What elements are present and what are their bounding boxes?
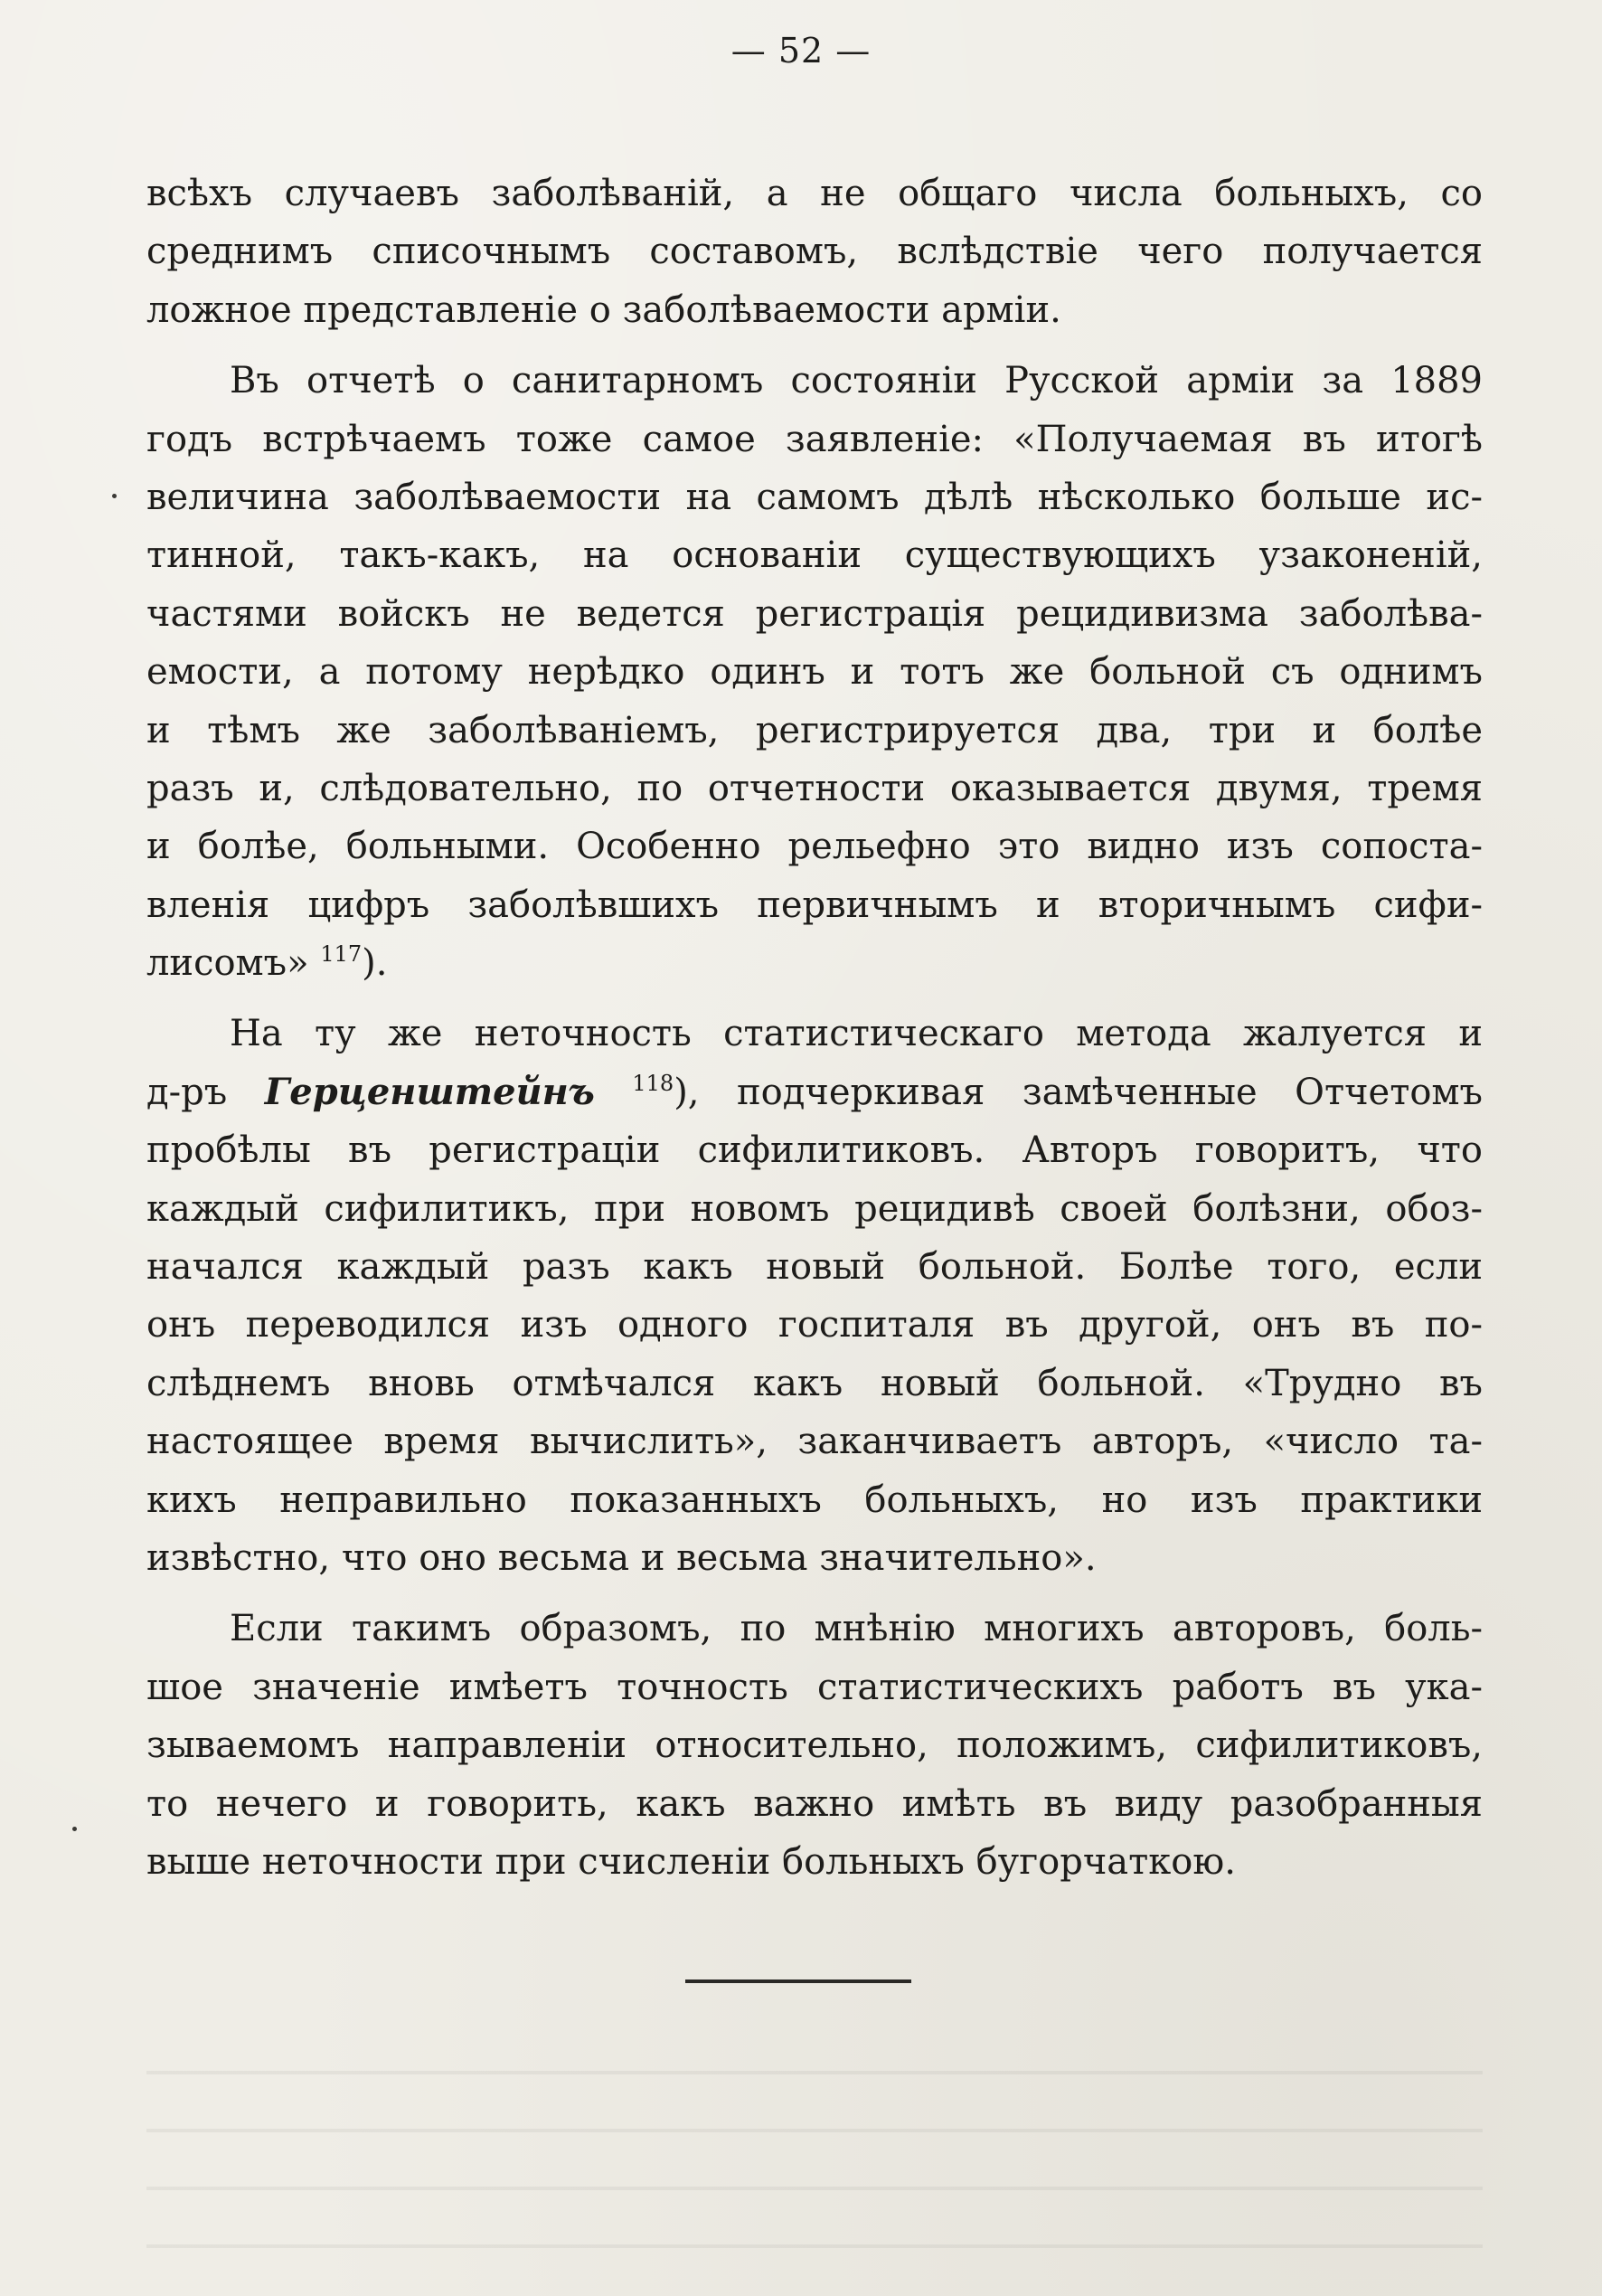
text-line: то нечего и говорить, какъ важно имѣть въ виду разобранныя [146,1782,1483,1825]
text-fragment: подчеркивая замѣченные Отчетомъ [737,1071,1483,1113]
text-line: зываемомъ направленіи относительно, положимъ, сифилитиковъ, [146,1724,1483,1767]
text-line: каждый сифилитикъ, при новомъ рецидивѣ своей болѣзни, обоз- [146,1187,1483,1230]
text-line: настоящее время вычислить», заканчиваетъ авторъ, «число та- [146,1421,1483,1463]
text-line: Въ отчетѣ о санитарномъ состояніи Русской арміи за 1889 [230,360,1483,402]
text-line: кихъ неправильно показанныхъ больныхъ, но изъ практики [146,1479,1483,1521]
text-line: извѣстно, что оно весьма и весьма значительно». [146,1536,1097,1579]
text-line: слѣднемъ вновь отмѣчался какъ новый больной. «Трудно въ [146,1362,1483,1404]
section-divider [685,1979,911,1983]
text-line [146,1063,1483,1121]
text-body [146,165,1483,1904]
paragraph-4 [146,1600,1483,1891]
text-line: и болѣе, больными. Особенно рельефно это видно изъ сопоста- [146,826,1483,868]
text-line: и тѣмъ же заболѣваніемъ, регистрируется два, три и болѣе [146,709,1483,751]
text-fragment: ), [674,1071,700,1113]
text-line: величина заболѣваемости на самомъ дѣлѣ нѣсколько больше ис- [146,476,1483,518]
text-line: вленія цифръ заболѣвшихъ первичнымъ и вторичнымъ сифи- [146,883,1483,926]
text-line: пробѣлы въ регистраціи сифилитиковъ. Авторъ говоритъ, что [146,1129,1483,1172]
text-line: разъ и, слѣдовательно, по отчетности оказывается двумя, тремя [146,767,1483,809]
text-line: онъ переводился изъ одного госпиталя въ другой, онъ въ по- [146,1304,1483,1346]
text-line: среднимъ списочнымъ составомъ, вслѣдствіе чего получается [146,231,1483,273]
text-line: шое значеніе имѣетъ точность статистическихъ работъ въ ука- [146,1666,1483,1708]
text-line [146,934,1483,992]
text-line: Если такимъ образомъ, по мнѣнію многихъ авторовъ, боль- [230,1608,1483,1650]
text-line: начался каждый разъ какъ новый больной. Болѣе того, если [146,1246,1483,1289]
text-fragment: ). [362,942,388,985]
author-name: Герценштейнъ [264,1070,595,1113]
text-line: емости, а потому нерѣдко одинъ и тотъ же больной съ однимъ [146,651,1483,694]
text-line: выше неточности при счисленіи больныхъ бугорчаткою. [146,1840,1236,1883]
paragraph-2 [146,352,1483,992]
text-line: частями войскъ не ведется регистрація рецидивизма заболѣва- [146,592,1483,635]
text-line: тинной, такъ-какъ, на основаніи существующихъ узаконеній, [146,534,1483,577]
paper-speck [112,494,117,498]
show-through-texture [146,2035,1483,2261]
text-line: ложное представленіе о заболѣваемости арміи. [146,288,1061,331]
paragraph-3 [146,1005,1483,1587]
paragraph-1 [146,165,1483,339]
text-line: всѣхъ случаевъ заболѣваній, а не общаго числа больныхъ, со [146,173,1483,214]
page-number: — 52 — [730,31,872,71]
text-fragment: лисомъ» [146,942,309,985]
text-line: На ту же неточность статистическаго метода жалуется и [230,1013,1483,1055]
text-fragment: д-ръ [146,1071,228,1113]
text-line: годъ встрѣчаемъ тоже самое заявленіе: «Получаемая въ итогѣ [146,418,1483,460]
footnote-ref-117: 117 [320,941,363,968]
footnote-ref-118: 118 [632,1070,674,1096]
paper-speck [72,1827,77,1831]
